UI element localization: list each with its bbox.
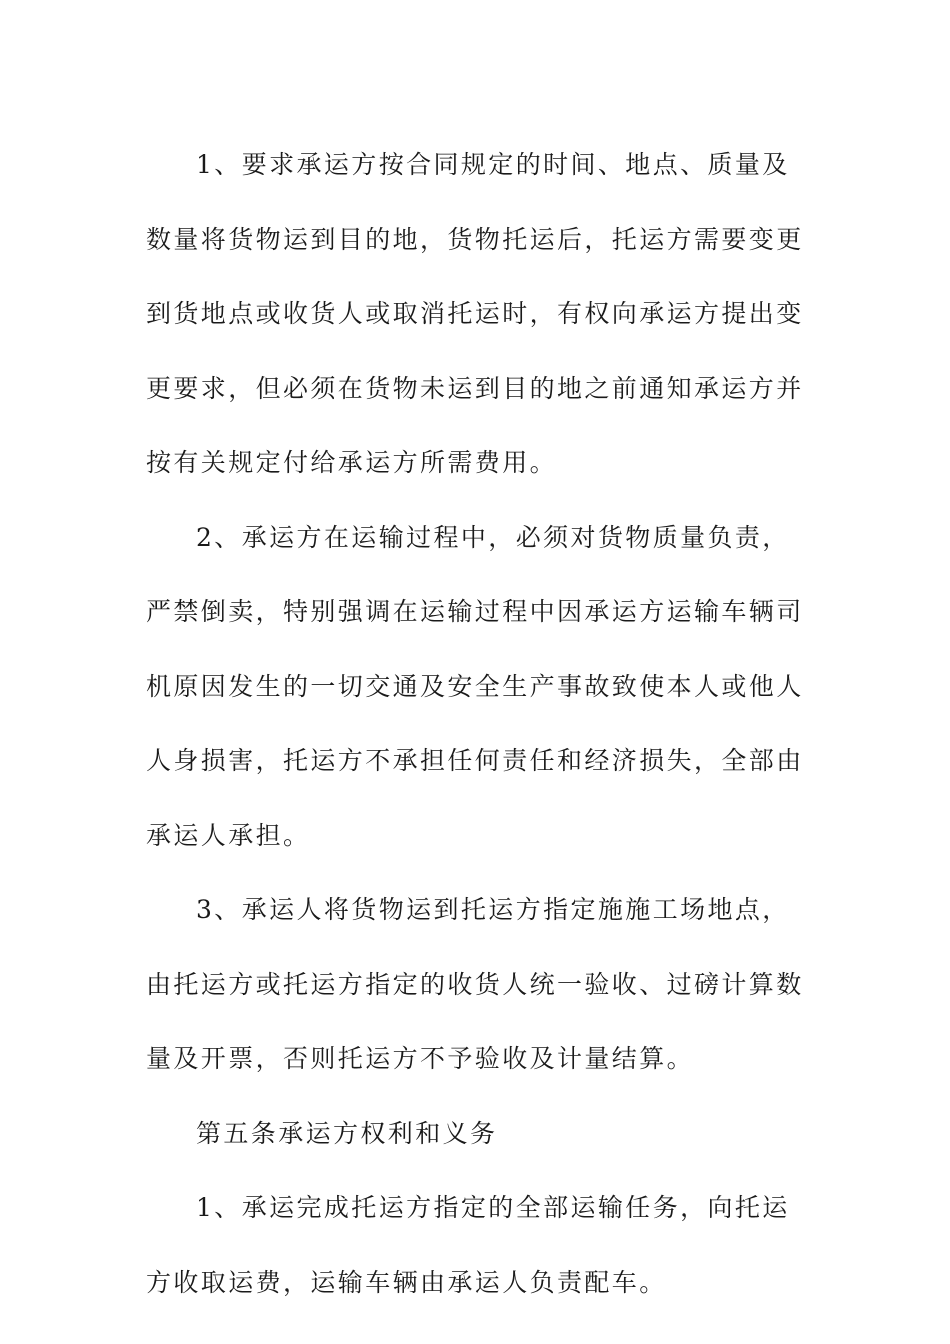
- paragraph-clause-1: 1、要求承运方按合同规定的时间、地点、质量及数量将货物运到目的地，货物托运后，托运方需要变更到货地点或收货人或取消托运时，有权向承运方提出变更要求，但必须在货物未运到目的地之前通知承运方并按有关规定付给承运方所需费用。: [146, 150, 804, 477]
- paragraph-article-5-clause-1: 1、承运完成托运方指定的全部运输任务，向托运方收取运费，运输车辆由承运人负责配车。: [146, 1193, 790, 1297]
- paragraph-clause-2: 2、承运方在运输过程中，必须对货物质量负责，严禁倒卖，特别强调在运输过程中因承运方运输车辆司机原因发生的一切交通及安全生产事故致使本人或他人人身损害，托运方不承担任何责任和经济损失，全部由承运人承担。: [146, 522, 804, 850]
- document-body: [146, 128, 816, 1320]
- section-heading-article-5: 第五条承运方权利和义务: [196, 1118, 498, 1148]
- paragraph-clause-3: 3、承运人将货物运到托运方指定施施工场地点，由托运方或托运方指定的收货人统一验收、过磅计算数量及开票，否则托运方不予验收及计量结算。: [146, 895, 804, 1073]
